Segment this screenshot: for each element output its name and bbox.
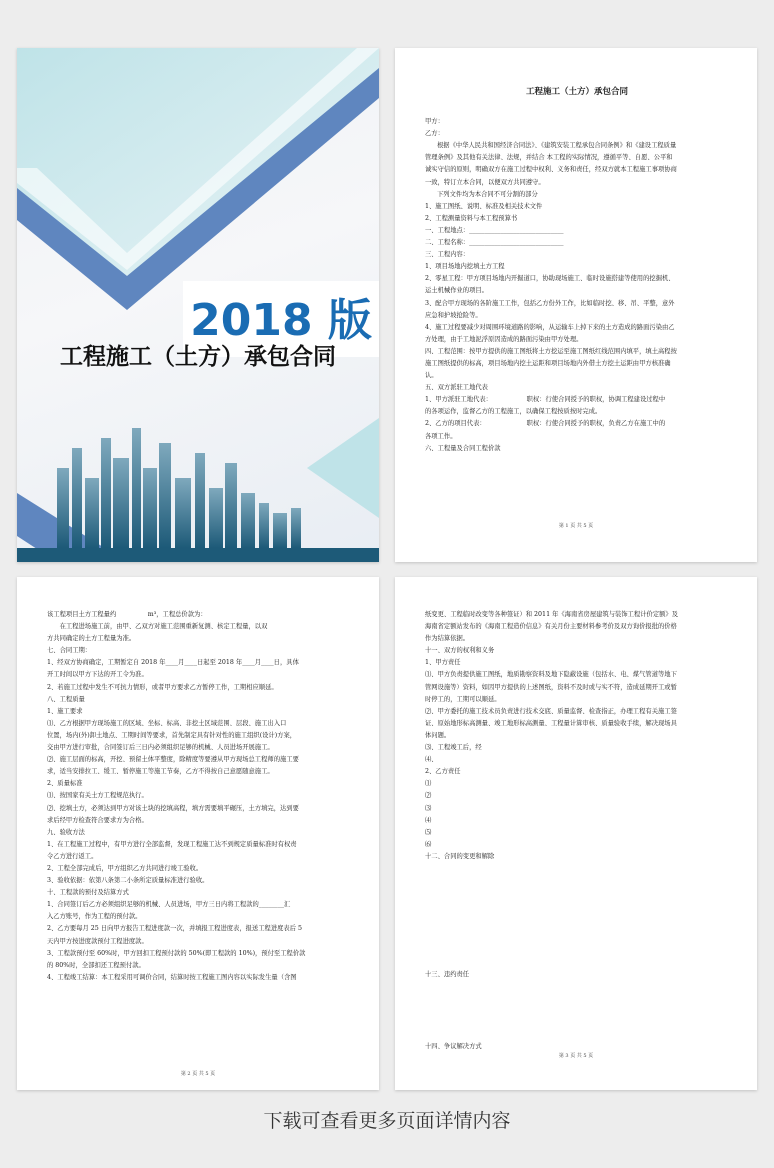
text-line: 求，适当安排拉工、缓工、暂停施工等施工节奏，乙方不得按自己意愿随意施工。 (47, 768, 274, 776)
text-line: 下列文件均为本合同不可分割的部分 (437, 190, 538, 198)
text-line: 天内甲方按进度款预付工程进度款。 (47, 937, 148, 945)
text-line: 二、工程名称：______________________________ (425, 239, 564, 247)
text-line: 诚实守信的原则，明确双方在施工过程中权利、义务和责任，经双方就本工程施工事项协商 (425, 166, 677, 174)
text-line: ⑹ (425, 840, 432, 848)
text-line: 一致，特订立本合同，以便双方共同遵守。 (425, 178, 545, 186)
page-number: 第 3 页 共 5 页 (558, 1053, 594, 1059)
document-page-2 (17, 577, 379, 1090)
text-line: ⑵、甲方委托的施工技术员负责进行技术交底、质量监督、检查指正，办理工程有关施工签 (425, 707, 677, 715)
text-line: 方共同确定的土方工程量为准。 (47, 635, 136, 643)
text-line: 2、零星工程：甲方项目场地内开掘道口，协助现场施工、临时设施搭建等使用的挖掘机、 (425, 275, 675, 283)
text-line: 四、工程范围：按甲方提供的施工图纸将土方挖运至施工图纸红线范围内填平，填土高程按 (425, 347, 677, 355)
text-line: 1、甲方责任 (425, 659, 461, 667)
text-line: 十、工程款的预付及结算方式 (47, 889, 129, 897)
text-line: ⑶、工程竣工后，经 (425, 744, 482, 752)
text-line: 证、原始地形标高测量、竣工地形标高测量、工程量计算审核、质量验收手续，解决现场具 (425, 719, 677, 727)
page2-body (47, 609, 351, 984)
text-line: 求后经甲方检查符合要求方为合格。 (47, 816, 148, 824)
text-line: 令乙方进行返工。 (47, 852, 98, 860)
text-line: 1、在工程施工过程中，有甲方进行全部监督，发现工程施工达不到规定质量标准时有权责 (47, 840, 297, 848)
section-heading: 十三、违约责任 (425, 971, 470, 978)
section-heading: 十四、争议解决方式 (425, 1043, 482, 1050)
text-line: 交由甲方进行审批，合同签订后三日内必须组织足够的机械、人员进场开展施工。 (47, 744, 274, 752)
text-line: 3、验收依据：依第八条第二小条所定质量标准进行验收。 (47, 877, 209, 885)
text-line: 八、工程质量 (47, 695, 85, 703)
document-page-3 (395, 577, 757, 1090)
text-line: 根据《中华人民共和国经济合同法》、《建筑安装工程承包合同条例》和《建设工程质量 (437, 142, 677, 150)
text-line: 2、若施工过程中发生不可抗力情形，或者甲方要求乙方暂停工作，工期相应顺延。 (47, 683, 278, 691)
document-title: 工程施工（土方）承包合同 (525, 87, 628, 97)
text-line: 2、乙方要每月 25 日向甲方报告工程进度款一次，并填报工程进度表，报送工程进度表后 5 (47, 925, 303, 933)
cover-page (17, 48, 379, 562)
text-line: 4、工程竣工结算：本工程采用可调价合同，结算时按工程施工图内容以实际发生量（含图 (47, 973, 297, 981)
text-line: 五、双方派驻工地代表 (425, 384, 488, 392)
text-line: 的 80%时，全部扣还工程预付款。 (47, 961, 145, 969)
text-line: ⑷、 (425, 756, 438, 764)
text-line: 海南省定额站发布的《海南工程造价信息》有关月份主要材料参考价及双方询价报批的价格 (425, 623, 677, 631)
text-line: 应急和护坡抢险等。 (425, 311, 482, 319)
text-line: 1、施工图纸、说明、标准及相关技术文件 (425, 202, 543, 210)
page3-body (425, 609, 729, 863)
text-line: 十二、合同的变更和解除 (425, 852, 495, 860)
text-line: 1、甲方派驻工地代表： 职权：行使合同授予的职权，协调工程建设过程中 (425, 396, 666, 404)
text-line: 六、工程量及合同工程价款 (425, 444, 501, 452)
text-line: 十一、双方的权利和义务 (425, 647, 495, 655)
text-line: 2、工程测量资料与本工程预算书 (425, 214, 518, 222)
text-line: 甲方： (425, 118, 444, 126)
text-line: 开工时间以甲方下达的开工令为准。 (47, 671, 148, 679)
text-line: 纸变更、工程临时改变等各种签证）和 2011 年《海南省房屋建筑与装饰工程计价定额》及 (425, 611, 679, 618)
text-line: 方处理，由于工地泥浮原因造成的路面污染由甲方处理。 (425, 335, 583, 343)
page-number: 第 1 页 共 5 页 (558, 523, 594, 529)
text-line: 2、乙方的项目代表： 职权：行使合同授予的职权，负责乙方在施工中的 (425, 420, 666, 428)
text-line: 九、验收方法 (47, 828, 85, 836)
text-line: 2、工程全部完成后，甲方组织乙方共同进行竣工验收。 (47, 864, 203, 872)
text-line: 作为结算依据。 (425, 635, 470, 643)
text-line: 2、乙方责任 (425, 768, 461, 776)
text-line: 4、施工过程要减少对周围环境道路的影响，从运输车上掉下来的土方造成的路面污染由乙 (425, 323, 675, 331)
text-line: ⑵ (425, 792, 432, 800)
text-line: ⑷ (425, 816, 432, 824)
text-line: 管网设施等）资料，如因甲方提供的上述图纸，资料不及时或与实不符，造成延期开工或暂 (425, 683, 677, 691)
text-line: 乙方： (425, 130, 444, 138)
text-line: 在工程进场施工前，由甲、乙双方对施工范围重新复测、核定工程量，以双 (47, 623, 268, 631)
text-line: ⑴ (425, 780, 432, 788)
text-line: 施工图纸提供的标高，项目场地内挖土运距和项目场地内外借土方挖土运距由甲方核准确 (425, 359, 671, 367)
text-line: 体问题。 (425, 731, 451, 739)
text-line: 一、工程地点：______________________________ (425, 226, 564, 234)
text-line: 1、项目场地内挖填土方工程 (425, 263, 505, 271)
document-page-1 (395, 48, 757, 562)
text-line: 3、配合甲方现场的各阶施工工作，包括乙方份外工作，比如临时挖、移、吊、平整，意外 (425, 299, 675, 307)
text-line: ⑸ (425, 828, 432, 836)
text-line: 2、质量标准 (47, 780, 83, 788)
text-line: 认。 (425, 372, 438, 380)
text-line: 的各项运作，监督乙方的工程施工，以确保工程按质按时完成。 (425, 408, 602, 416)
text-line: 入乙方账号，作为工程的预付款。 (47, 913, 142, 921)
cover-title: 工程施工（土方）承包合同 (60, 344, 336, 370)
text-line: ⑵、施工层面的标高，开挖、预留土体平整度，除精度等要遵从甲方现场总工程师的施工要 (47, 756, 299, 764)
text-line: 三、工程内容： (425, 251, 470, 259)
text-line: ⑴、按国家有关土方工程规范执行。 (47, 792, 148, 800)
text-line: 该工程项目土方工程量约 m³，工程总价款为： (47, 611, 207, 618)
page-number: 第 2 页 共 5 页 (180, 1071, 216, 1077)
download-caption: 下载可查看更多页面详情内容 (263, 1110, 511, 1132)
text-line: 各项工作。 (425, 432, 457, 440)
text-line: 位置，场内(外)卸土地点、工期时间等要求，首先制定具有针对性的施工组织(设计)方案， (47, 731, 297, 739)
text-line: 管理条例》及其他有关法律、法规，并结合 本工程的实际情况，遵循平等、自愿、公平和 (425, 154, 673, 162)
text-line: 七、合同工期： (47, 647, 92, 655)
text-line: ⑴、甲方负责提供施工图纸，地质勘察资料及地下隐蔽设施（包括水、电、煤气管道等地下 (425, 671, 677, 679)
text-line: 1、经双方协商确定，工期暂定自 2018 年____月____日起至 2018 年____月____日，具体 (47, 659, 299, 667)
text-line: 时停工的，工期可以顺延。 (425, 695, 501, 703)
page1-body (425, 116, 729, 455)
text-line: ⑴、乙方根据甲方现场施工的区域、坐标、标高、非挖土区域范围、层段、施工出入口 (47, 719, 287, 727)
text-line: 运土机械作业的项目。 (425, 287, 488, 295)
text-line: ⑶ (425, 804, 432, 812)
text-line: ⑵、挖填土方，必须达到甲方对该土块的挖填高程，填方需要填平碾压，土方填完，达到要 (47, 804, 299, 812)
text-line: 1、合同签订后乙方必须组织足够的机械、人员进场，甲方三日内将工程款的________汇 (47, 901, 291, 909)
text-line: 3、工程款预付至 60%时，甲方回扣工程预付款的 50%(即工程款的 10%)，预付至工程价款 (47, 949, 306, 957)
cover-edition: 2018 版 (190, 295, 372, 346)
text-line: 1、施工要求 (47, 707, 83, 715)
